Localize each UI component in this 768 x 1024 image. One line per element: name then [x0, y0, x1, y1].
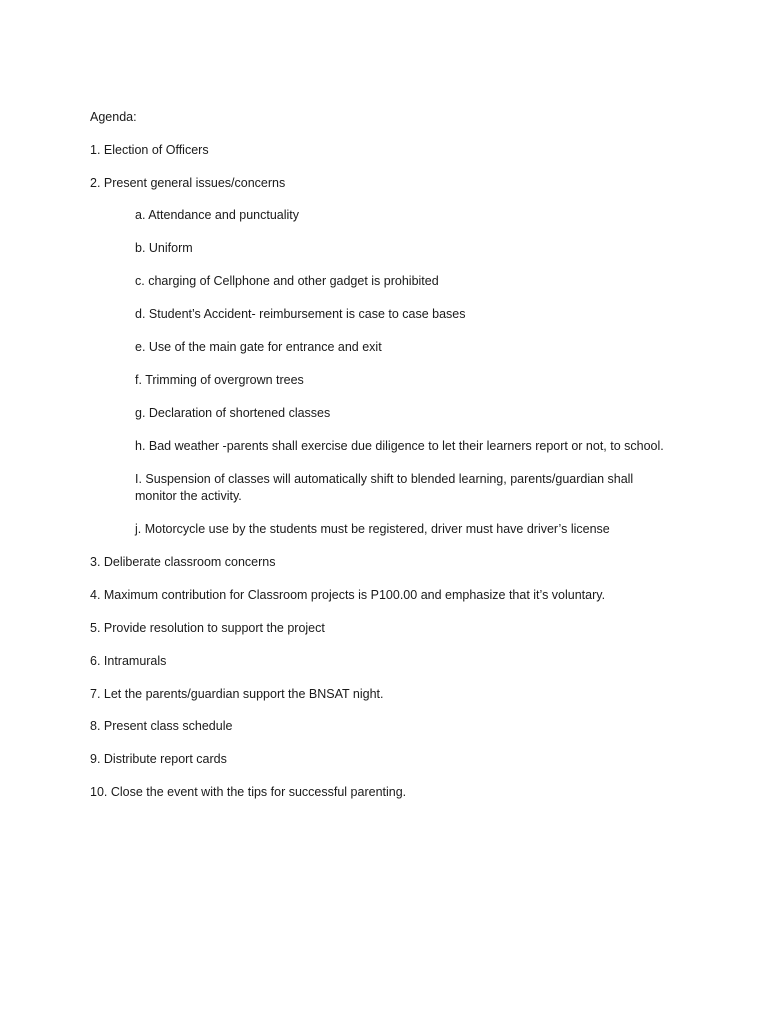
agenda-item: 3. Deliberate classroom concerns: [90, 555, 276, 569]
agenda-item: 1. Election of Officers: [90, 143, 209, 157]
agenda-subitem: e. Use of the main gate for entrance and exit: [135, 340, 382, 354]
agenda-item: 8. Present class schedule: [90, 719, 233, 733]
agenda-item: 5. Provide resolution to support the project: [90, 621, 325, 635]
agenda-subitem: j. Motorcycle use by the students must be registered, driver must have driver’s license: [135, 522, 610, 536]
agenda-subitem: d. Student’s Accident- reimbursement is case to case bases: [135, 307, 466, 321]
agenda-item: 9. Distribute report cards: [90, 752, 227, 766]
agenda-item: 10. Close the event with the tips for successful parenting.: [90, 785, 407, 799]
agenda-subitem: g. Declaration of shortened classes: [135, 406, 331, 420]
agenda-item: 2. Present general issues/concerns: [90, 176, 286, 190]
agenda-item: 7. Let the parents/guardian support the BNSAT night.: [90, 687, 384, 701]
agenda-subitem: h. Bad weather -parents shall exercise due diligence to let their learners report or not, to school.: [135, 439, 664, 453]
agenda-heading: Agenda:: [90, 110, 137, 124]
agenda-subitem: b. Uniform: [135, 241, 193, 255]
agenda-subitem: c. charging of Cellphone and other gadget is prohibited: [135, 274, 439, 288]
agenda-item: 4. Maximum contribution for Classroom projects is P100.00 and emphasize that it’s voluntary.: [90, 588, 606, 602]
agenda-subitem: I. Suspension of classes will automatically shift to blended learning, parents/guardian shall monitor the activity.: [135, 472, 634, 503]
agenda-subitem: f. Trimming of overgrown trees: [135, 373, 304, 387]
agenda-item: 6. Intramurals: [90, 654, 167, 668]
agenda-subitem: a. Attendance and punctuality: [135, 208, 300, 222]
